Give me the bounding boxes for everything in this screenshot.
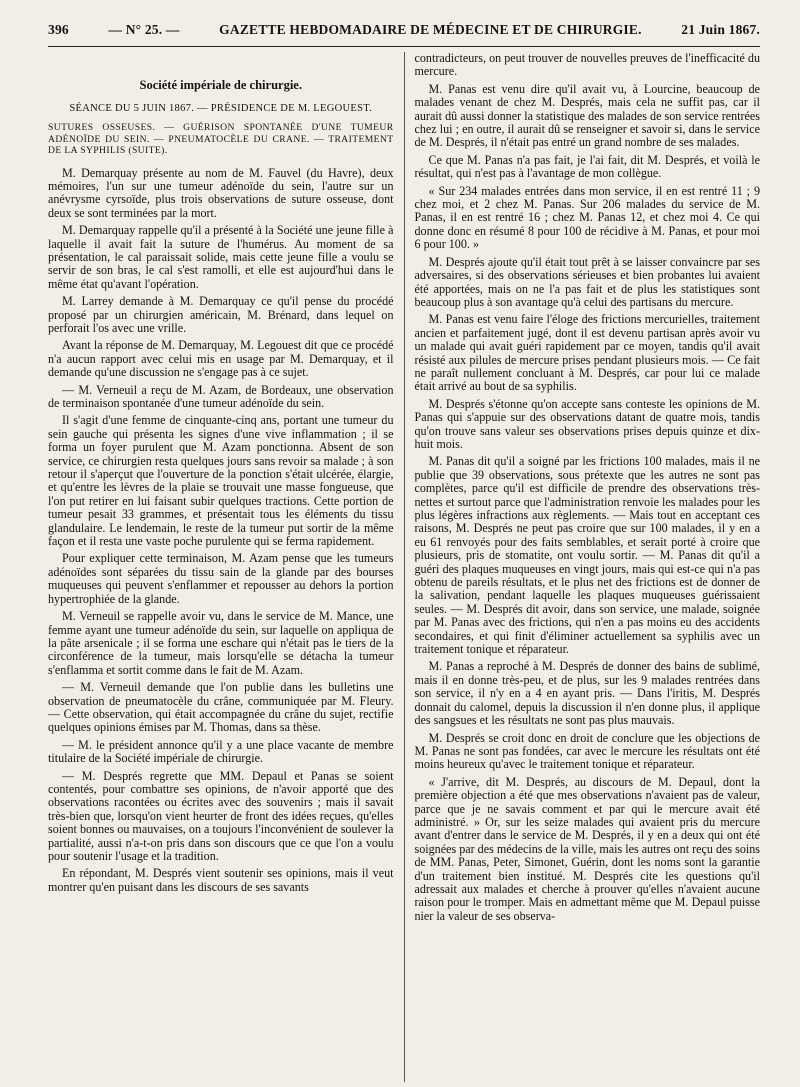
paragraph: M. Panas a reproché à M. Després de donner des bains de sublimé, mais il en donne très-peu, et de plus, sur les 9 malades rentrées dans son service, il n'y en a 4 en ayant pris. — Dans l'iritis, M. Després donnait du calomel, depuis la discussion il n'en donne plus, il applique des sangsues et les résultats ne sont pas plus mauvais. xyxy=(414,659,760,728)
paragraph: Ce que M. Panas n'a pas fait, je l'ai fait, dit M. Després, et voilà le résultat, qui n'est pas à l'avantage de mon collègue. xyxy=(414,152,760,181)
paragraph: M. Demarquay rappelle qu'il a présenté à la Société une jeune fille à laquelle il avait fait la suture de l'humérus. Au moment de sa présentation, le cal paraissait solide, mais cette jeune fille a voulu se servir de son bras, le cal s'est ramolli, et elle est aujourd'hui dans le même état qu'avant l'opération. xyxy=(48,223,394,291)
paragraph: — M. Després regrette que MM. Depaul et Panas se soient contentés, pour combattre ses opinions, de n'avoir apporté que des observations racontées ou écrites avec des souvenirs ; mais il savait très-bien que, lorsqu'on vient heurter de front des idées reçues, qu'elles soient bonnes ou mauvaises, on a toujours l'inconvénient de soulever la partialité, aussi n'a-t-on pris dans son discours que ce que l'on a voulu pour soutenir l'usage et la tradition. xyxy=(48,768,394,863)
paragraph: contradicteurs, on peut trouver de nouvelles preuves de l'inefficacité du mercure. xyxy=(414,52,760,79)
issue-date: 21 Juin 1867. xyxy=(681,22,760,37)
right-column xyxy=(404,52,761,1082)
article-columns xyxy=(48,52,760,1082)
paragraph: M. Panas est venu dire qu'il avait vu, à Lourcine, beaucoup de malades venant de chez M. Després, mais cela ne suffit pas, car il aurait dû aussi donner la statistique des malades de son service rentrées chez lui ; en outre, il aurait dû se renseigner et savoir si, dans le service de M. Després, il n'était pas entré un grand nombre de ses malades. xyxy=(414,81,760,150)
paragraph: M. Panas dit qu'il a soigné par les frictions 100 malades, mais il ne publie que 39 observations, sous prétexte que les autres ne sont pas complètes, parce qu'il est difficile de prendre des observations très-nettes et surtout parce que l'administration renvoie les malades pour les plus légères infractions aux règlements. — Mais tout en acceptant ces raisons, M. Després ne peut pas croire que sur 100 malades, il y en a eu 61 renvoyés pour des faits semblables, et serait porté à croire que plusieurs, pris de stomatite, ont voulu sortir. — M. Panas dit qu'il a guéri des plaques muqueuses en vingt jours, mais qui est-ce qui n'a pas obtenu de pareils résultats, et le plus net des frictions est de donner de la salivation, pendant laquelle les plaques muqueuses guérissaient seules. — M. Després dit avoir, dans son service, une malade, soignée par M. Panas avec des frictions, qui n'en a pas moins eu des accidents secondaires, et qui finit d'éliminer actuellement sa syphilis avec un traitement tonique et réparateur. xyxy=(414,454,760,657)
paragraph: M. Verneuil se rappelle avoir vu, dans le service de M. Mance, une femme ayant une tumeur adénoïde du sein, sur laquelle on appliqua de la pâte arsenicale ; il se forma une eschare qui n'était pas le tiers de la circonférence de la tumeur, mais lorsqu'elle se détacha la tumeur s'enflamma et sortit comme dans le fait de M. Azam. xyxy=(48,609,394,677)
paragraph: M. Panas est venu faire l'éloge des frictions mercurielles, traitement ancien et parfaitement jugé, dont il est devenu partisan après avoir vu un malade qui avait guéri rapidement par ce moyen, tandis qu'il avait résisté aux pilules de mercure prises pendant plusieurs mois. — Ce fait ne paraît nullement concluant à M. Després, car pour lui ce malade était arrivé au bout de sa syphilis. xyxy=(414,312,760,394)
paragraph: — M. Verneuil a reçu de M. Azam, de Bordeaux, une observation de terminaison spontanée d'une tumeur adénoïde du sein. xyxy=(48,382,394,410)
left-column xyxy=(48,52,404,1082)
paragraph: M. Larrey demande à M. Demarquay ce qu'il pense du procédé proposé par un chirurgien américain, M. Brénard, dans lequel on perforait l'os avec une vrille. xyxy=(48,294,394,335)
paragraph: — M. Verneuil demande que l'on publie dans les bulletins une observation de pneumatocèle du crâne, communiquée par M. Fleury. — Cette observation, qui était accompagnée du crâne du sujet, rectifie quelques opinions émises par M. Thomas, dans sa thèse. xyxy=(48,680,394,735)
journal-title: GAZETTE HEBDOMADAIRE DE MÉDECINE ET DE CHIRURGIE. xyxy=(219,22,642,37)
header-rule xyxy=(48,46,760,47)
paragraph: Avant la réponse de M. Demarquay, M. Legouest dit que ce procédé n'a aucun rapport avec celui mis en usage par M. Demarquay, et il demande qu'une discussion ne s'engage pas à ce sujet. xyxy=(48,338,394,380)
paragraph: M. Després se croit donc en droit de conclure que les objections de M. Panas ne sont pas fondées, car avec le mercure les résultats ont été moins heureux qu'avec le traitement tonique et réparateur. xyxy=(414,730,760,772)
paragraph: M. Demarquay présente au nom de M. Fauvel (du Havre), deux mémoires, l'un sur une tumeur adénoïde du sein, l'autre sur un anévrysme cyrsoïde, plus trois observations de suture osseuse, dont deux se sont terminées par la mort. xyxy=(48,165,394,220)
paragraph: Il s'agit d'une femme de cinquante-cinq ans, portant une tumeur du sein gauche qui présenta les signes d'une vive inflammation ; il se forma un foyer purulent que M. Azam ponctionna. Absent de son service, ce chirurgien resta quelques jours sans revoir sa malade ; à son retour il s'aperçut que l'ouverture de la ponction s'était ulcérée, élargie, et qu'entre les lèvres de la plaie se trouvait une masse fongueuse, que l'on put retirer en lui faisant subir quelques tractions. Cette portion de tumeur pesait 33 grammes, et présentait tous les éléments du tissu glandulaire. Le lendemain, le reste de la tumeur put sortir de la même façon et il resta une vaste poche purulente qui se ferma rapidement. xyxy=(48,413,394,549)
issue-number: — N° 25. — xyxy=(108,22,180,37)
paragraph: « J'arrive, dit M. Després, au discours de M. Depaul, dont la première objection a été que mes observations n'avaient pas de valeur, parce que je ne savais comment et par qui le mercure avait été administré. » Or, sur les seize malades qui avaient pris du mercure avant d'entrer dans le service de M. Després, il y en a deux qui ont été soignées par des médecins de la ville, mais les autres ont reçu des soins de MM. Panas, Peter, Simonet, Guérin, dont les noms sont la garantie d'un traitement bien institué. M. Després cite les questions qu'il adressait aux malades et cherche à prouver qu'elles n'avaient aucune raison pour le tromper. Mais en admettant même que M. Depaul puisse nier la valeur de ses observa- xyxy=(414,774,760,923)
paragraph: — M. le président annonce qu'il y a une place vacante de membre titulaire de la Société impériale de chirurgie. xyxy=(48,737,394,766)
page-number: 396 xyxy=(48,22,69,37)
paragraph: Pour expliquer cette terminaison, M. Azam pense que les tumeurs adénoïdes sont séparées du tissu sain de la glande par des bourses muqueuses qui peuvent s'enflammer et repousser au dehors la portion hypertrophiée de la glande. xyxy=(48,551,394,606)
page-header xyxy=(48,22,760,42)
session-summary: SUTURES OSSEUSES. — GUÉRISON SPONTANÉE D'UNE TUMEUR ADÉNOÏDE DU SEIN. — PNEUMATOCÈLE DU CRANE. — TRAITEMENT DE LA SYPHILIS (SUITE). xyxy=(48,122,394,156)
paragraph: « Sur 234 malades entrées dans mon service, il en est rentré 11 ; 9 chez moi, et 2 chez M. Panas. Sur 206 malades du service de M. Panas, il en est rentré 16 ; chez M. Panas 12, et chez moi 4. Ce qui donne donc en résumé 8 pour 100 de récidive à M. Panas, et pour moi 6 pour 100. » xyxy=(414,183,760,252)
society-heading: Société impériale de chirurgie. xyxy=(139,78,302,92)
session-line: SÉANCE DU 5 JUIN 1867. — PRÉSIDENCE DE M. LEGOUEST. xyxy=(69,103,373,114)
paragraph: M. Després s'étonne qu'on accepte sans conteste les opinions de M. Panas qui s'appuie sur des observations datant de quatre mois, tandis qu'on trouve sans valeur ses observations prises depuis quinze et dix-huit mois. xyxy=(414,396,760,451)
paragraph: En répondant, M. Després vient soutenir ses opinions, mais il veut montrer qu'en puisant dans les discours de ses savants xyxy=(48,866,394,894)
paragraph: M. Després ajoute qu'il était tout prêt à se laisser convaincre par ses adversaires, si des observations sérieuses et bien probantes lui avaient été apportées, mais on ne l'a pas fait et de plus les statistiques sont beaucoup plus à son avantage qu'à celui des partisans du mercure. xyxy=(414,254,760,309)
